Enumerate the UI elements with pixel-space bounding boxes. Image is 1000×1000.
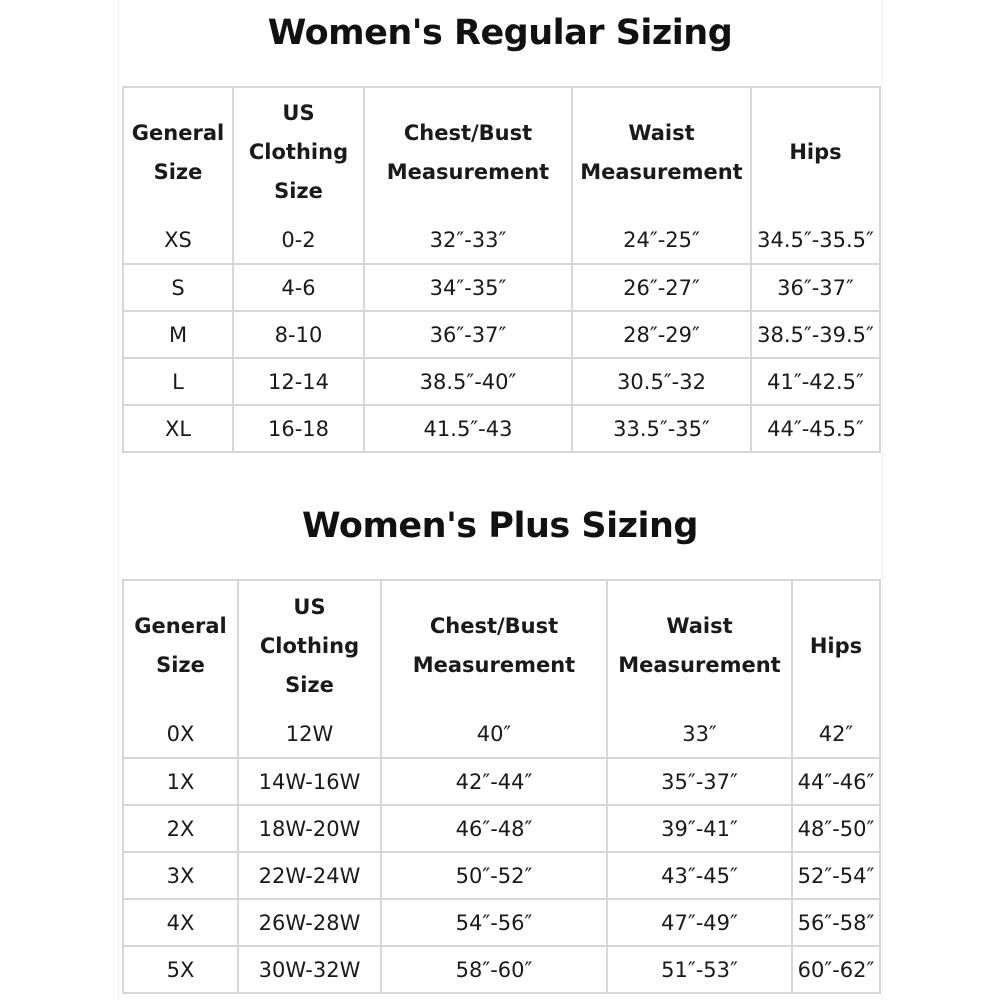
cell-general-size: S <box>123 264 233 311</box>
cell-hips: 44″-46″ <box>792 758 880 805</box>
cell-hips: 48″-50″ <box>792 805 880 852</box>
cell-waist: 28″-29″ <box>572 311 751 358</box>
column-header-hips <box>792 580 880 711</box>
column-header-label: Chest/Bust Measurement <box>412 614 576 677</box>
column-header-hips <box>751 87 880 217</box>
table-row <box>123 358 880 405</box>
cell-us-clothing-size: 8-10 <box>233 311 364 358</box>
plus-sizing-table <box>122 579 881 994</box>
cell-hips: 44″-45.5″ <box>751 405 880 452</box>
cell-general-size: 2X <box>123 805 238 852</box>
column-header-label: US Clothing Size <box>259 594 360 697</box>
cell-waist: 39″-41″ <box>607 805 792 852</box>
cell-chest-bust: 41.5″-43 <box>364 405 572 452</box>
table-row <box>123 852 880 899</box>
cell-chest-bust: 32″-33″ <box>364 217 572 264</box>
table-row <box>123 217 880 264</box>
cell-waist: 43″-45″ <box>607 852 792 899</box>
cell-waist: 33″ <box>607 711 792 758</box>
column-header-label: General Size <box>134 614 227 677</box>
plus-sizing-title: Women's Plus Sizing <box>302 506 698 546</box>
column-header-label: US Clothing Size <box>248 101 349 203</box>
table-row <box>123 264 880 311</box>
cell-general-size: 0X <box>123 711 238 758</box>
cell-hips: 60″-62″ <box>792 946 880 993</box>
cell-hips: 56″-58″ <box>792 899 880 946</box>
cell-us-clothing-size: 16-18 <box>233 405 364 452</box>
cell-us-clothing-size: 30W-32W <box>238 946 381 993</box>
cell-chest-bust: 34″-35″ <box>364 264 572 311</box>
cell-us-clothing-size: 12-14 <box>233 358 364 405</box>
cell-chest-bust: 54″-56″ <box>381 899 607 946</box>
cell-general-size: 3X <box>123 852 238 899</box>
cell-us-clothing-size: 18W-20W <box>238 805 381 852</box>
cell-hips: 52″-54″ <box>792 852 880 899</box>
cell-waist: 47″-49″ <box>607 899 792 946</box>
table-row <box>123 805 880 852</box>
cell-us-clothing-size: 0-2 <box>233 217 364 264</box>
column-header-label: Hips <box>809 633 863 658</box>
column-header-waist <box>607 580 792 711</box>
column-header-general-size <box>123 580 238 711</box>
cell-waist: 26″-27″ <box>572 264 751 311</box>
table-row <box>123 758 880 805</box>
column-header-label: Hips <box>789 140 842 164</box>
table-row <box>123 405 880 452</box>
column-header-us-clothing-size <box>233 87 364 217</box>
table-row <box>123 311 880 358</box>
cell-general-size: 1X <box>123 758 238 805</box>
cell-waist: 24″-25″ <box>572 217 751 264</box>
cell-general-size: M <box>123 311 233 358</box>
cell-chest-bust: 42″-44″ <box>381 758 607 805</box>
cell-waist: 33.5″-35″ <box>572 405 751 452</box>
cell-hips: 34.5″-35.5″ <box>751 217 880 264</box>
cell-waist: 30.5″-32 <box>572 358 751 405</box>
regular-sizing-title: Women's Regular Sizing <box>267 13 733 53</box>
cell-chest-bust: 40″ <box>381 711 607 758</box>
table-row <box>123 946 880 993</box>
cell-hips: 38.5″-39.5″ <box>751 311 880 358</box>
cell-us-clothing-size: 14W-16W <box>238 758 381 805</box>
table-row <box>123 711 880 758</box>
cell-chest-bust: 36″-37″ <box>364 311 572 358</box>
cell-chest-bust: 58″-60″ <box>381 946 607 993</box>
column-header-us-clothing-size <box>238 580 381 711</box>
cell-general-size: L <box>123 358 233 405</box>
cell-chest-bust: 38.5″-40″ <box>364 358 572 405</box>
cell-us-clothing-size: 26W-28W <box>238 899 381 946</box>
cell-general-size: 5X <box>123 946 238 993</box>
cell-chest-bust: 46″-48″ <box>381 805 607 852</box>
regular-sizing-table <box>122 86 881 453</box>
cell-us-clothing-size: 22W-24W <box>238 852 381 899</box>
column-header-label: Waist Measurement <box>618 614 781 677</box>
cell-general-size: 4X <box>123 899 238 946</box>
cell-general-size: XL <box>123 405 233 452</box>
cell-waist: 51″-53″ <box>607 946 792 993</box>
cell-us-clothing-size: 12W <box>238 711 381 758</box>
cell-general-size: XS <box>123 217 233 264</box>
cell-hips: 42″ <box>792 711 880 758</box>
column-header-general-size <box>123 87 233 217</box>
cell-waist: 35″-37″ <box>607 758 792 805</box>
column-header-chest-bust <box>381 580 607 711</box>
column-header-label: Waist Measurement <box>580 120 743 184</box>
cell-hips: 36″-37″ <box>751 264 880 311</box>
header-row <box>123 87 880 217</box>
column-header-label: General Size <box>131 120 225 184</box>
header-row <box>123 580 880 711</box>
cell-hips: 41″-42.5″ <box>751 358 880 405</box>
column-header-waist <box>572 87 751 217</box>
table-row <box>123 899 880 946</box>
column-header-label: Chest/Bust Measurement <box>386 120 550 184</box>
cell-us-clothing-size: 4-6 <box>233 264 364 311</box>
column-header-chest-bust <box>364 87 572 217</box>
cell-chest-bust: 50″-52″ <box>381 852 607 899</box>
